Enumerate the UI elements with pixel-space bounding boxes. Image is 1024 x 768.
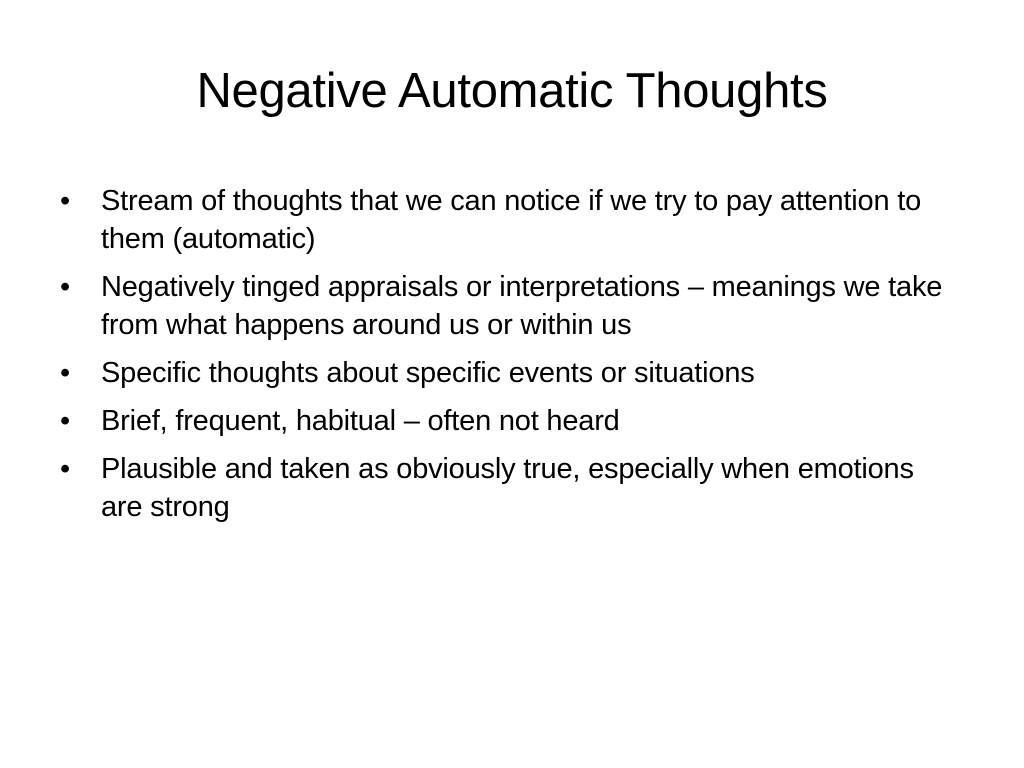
bullet-marker: •: [60, 271, 70, 303]
bullet-marker: •: [60, 357, 70, 389]
bullet-item: [60, 268, 960, 344]
bullet-text: Plausible and taken as obviously true, especially when emotions are strong: [101, 453, 914, 523]
bullet-marker: •: [60, 405, 70, 437]
bullet-text: Negatively tinged appraisals or interpretations – meanings we take from what happens around us or within us: [101, 271, 943, 341]
slide-title: Negative Automatic Thoughts: [196, 64, 828, 118]
bullet-marker: •: [60, 185, 70, 217]
bullet-item: [60, 182, 960, 258]
bullet-text: Stream of thoughts that we can notice if we try to pay attention to them (automatic): [101, 185, 922, 255]
bullet-item: [60, 450, 960, 526]
bullet-list: [60, 182, 960, 536]
bullet-text: Brief, frequent, habitual – often not heard: [101, 405, 620, 437]
bullet-text: Specific thoughts about specific events or situations: [101, 357, 755, 389]
bullet-item: [60, 354, 960, 392]
bullet-item: [60, 402, 960, 440]
bullet-marker: •: [60, 453, 70, 485]
